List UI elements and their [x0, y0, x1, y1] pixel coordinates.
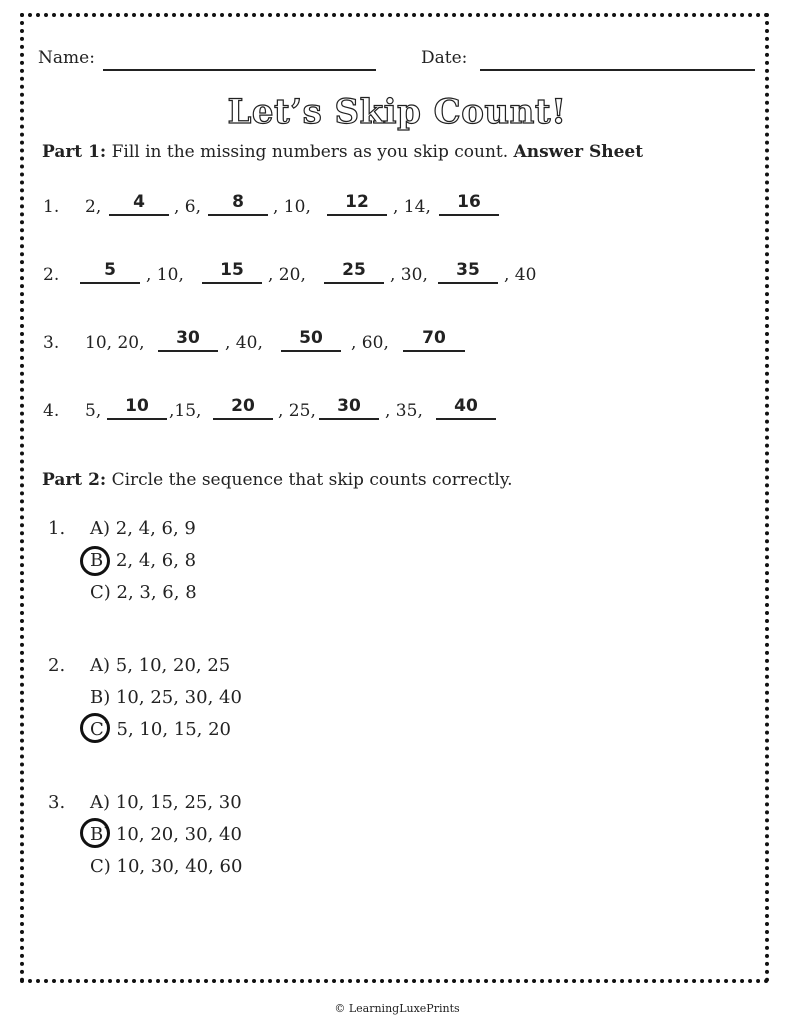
answer-blank[interactable]: 5 [80, 260, 140, 284]
answer-blank[interactable]: 12 [327, 192, 387, 216]
answer-blank[interactable]: 16 [439, 192, 499, 216]
given-number: , 25, [278, 401, 316, 421]
copyright-icon: © [334, 1002, 346, 1015]
worksheet-title: Let’s Skip Count! [227, 92, 567, 132]
given-number: 5, [85, 401, 102, 421]
part1-instruction: Fill in the missing numbers as you skip count. [111, 142, 509, 162]
problem-number: 2. [43, 265, 60, 285]
fill-problem [43, 396, 743, 425]
part2-instruction: Circle the sequence that skip counts correctly. [111, 470, 513, 490]
problem-number: 1. [43, 197, 60, 217]
brand-name: LearningLuxePrints [348, 1002, 460, 1015]
date-field[interactable] [480, 69, 755, 71]
answer-blank[interactable]: 15 [202, 260, 262, 284]
answer-blank[interactable]: 25 [324, 260, 384, 284]
answer-blank[interactable]: 30 [319, 396, 379, 420]
given-number: , 40, [225, 333, 263, 353]
answer-blank[interactable]: 30 [158, 328, 218, 352]
part1-heading [42, 142, 643, 162]
fill-problem [43, 328, 743, 357]
given-number: 2, [85, 197, 102, 217]
answer-blank[interactable]: 8 [208, 192, 268, 216]
answer-circle [80, 713, 110, 743]
option-a[interactable]: A) 5, 10, 20, 25 [90, 655, 231, 676]
part1-label: Part 1: [42, 142, 107, 162]
question-number: 1. [48, 518, 66, 539]
answer-blank[interactable]: 50 [281, 328, 341, 352]
fill-problem [43, 260, 743, 289]
option-c[interactable]: C) 10, 30, 40, 60 [90, 856, 243, 877]
date-label: Date: [421, 48, 468, 68]
option-c[interactable]: C) 5, 10, 15, 20 [90, 719, 232, 740]
name-field[interactable] [103, 69, 376, 71]
given-number: , 30, [390, 265, 428, 285]
answer-blank[interactable]: 4 [109, 192, 169, 216]
answer-blank[interactable]: 35 [438, 260, 498, 284]
option-a[interactable]: A) 2, 4, 6, 9 [90, 518, 196, 539]
given-number: ,15, [169, 401, 202, 421]
name-label: Name: [38, 48, 95, 68]
option-b[interactable]: B) 10, 25, 30, 40 [90, 687, 242, 708]
given-number: , 10, [146, 265, 184, 285]
answer-blank[interactable]: 70 [403, 328, 465, 352]
given-number: , 14, [393, 197, 431, 217]
option-a[interactable]: A) 10, 15, 25, 30 [90, 792, 242, 813]
option-c[interactable]: C) 2, 3, 6, 8 [90, 582, 197, 603]
given-number: , 40 [504, 265, 537, 285]
answer-blank[interactable]: 20 [213, 396, 273, 420]
problem-number: 4. [43, 401, 60, 421]
answer-blank[interactable]: 40 [436, 396, 496, 420]
given-number: , 20, [268, 265, 306, 285]
answer-blank[interactable]: 10 [107, 396, 167, 420]
fill-problem [43, 192, 743, 221]
copyright-footer [0, 1002, 794, 1015]
problem-number: 3. [43, 333, 60, 353]
part2-heading [42, 470, 513, 490]
answer-circle [80, 818, 110, 848]
option-b[interactable]: B) 10, 20, 30, 40 [90, 824, 242, 845]
given-number: , 60, [351, 333, 389, 353]
answer-circle [80, 546, 110, 576]
option-b[interactable]: B) 2, 4, 6, 8 [90, 550, 197, 571]
question-number: 2. [48, 655, 66, 676]
answer-sheet-note: Answer Sheet [513, 142, 644, 162]
question-number: 3. [48, 792, 66, 813]
given-number: , 10, [273, 197, 311, 217]
given-number: 10, 20, [85, 333, 145, 353]
given-number: , 6, [174, 197, 202, 217]
part2-label: Part 2: [42, 470, 107, 490]
given-number: , 35, [385, 401, 423, 421]
